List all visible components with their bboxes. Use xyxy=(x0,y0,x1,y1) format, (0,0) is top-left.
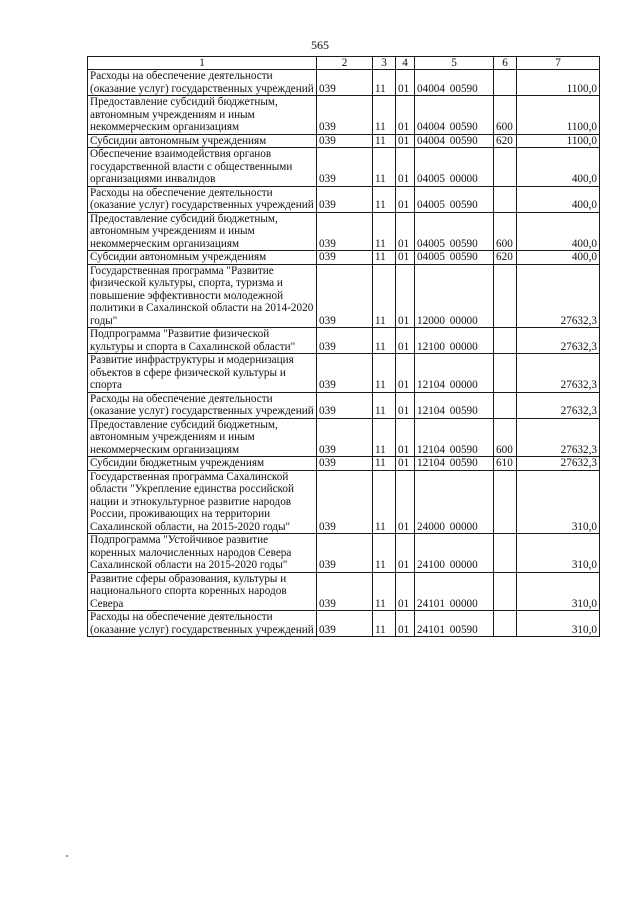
table-row xyxy=(88,212,600,251)
row-c5-cell: 12104 00590 xyxy=(415,457,494,471)
row-c4-cell: 01 xyxy=(396,392,415,418)
row-c2-cell: 039 xyxy=(317,186,373,212)
row-c4-cell: 01 xyxy=(396,328,415,354)
row-c3-cell: 11 xyxy=(373,392,396,418)
table-row xyxy=(88,264,600,328)
row-c3-cell: 11 xyxy=(373,96,396,135)
table-row xyxy=(88,328,600,354)
row-name-cell: Обеспечение взаимодействия органов государственной власти с общественными организациями инвалидов xyxy=(88,148,317,187)
row-c4-cell: 01 xyxy=(396,134,415,148)
row-c4-cell: 01 xyxy=(396,212,415,251)
row-name-cell: Расходы на обеспечение деятельности (оказание услуг) государственных учреждений xyxy=(88,186,317,212)
table-row xyxy=(88,392,600,418)
row-c6-cell xyxy=(494,572,517,611)
row-c3-cell: 11 xyxy=(373,457,396,471)
row-c5-cell: 24000 00000 xyxy=(415,470,494,534)
row-c2-cell: 039 xyxy=(317,354,373,393)
row-c6-cell: 620 xyxy=(494,251,517,265)
column-header: 7 xyxy=(517,57,600,70)
row-c5-cell: 12104 00590 xyxy=(415,392,494,418)
row-c3-cell: 11 xyxy=(373,470,396,534)
row-c6-cell xyxy=(494,354,517,393)
row-name-cell: Субсидии автономным учреждениям xyxy=(88,251,317,265)
row-c6-cell xyxy=(494,328,517,354)
row-c7-cell: 27632,3 xyxy=(517,328,600,354)
row-name-cell: Субсидии бюджетным учреждениям xyxy=(88,457,317,471)
row-c7-cell: 310,0 xyxy=(517,470,600,534)
column-header: 2 xyxy=(317,57,373,70)
row-c6-cell xyxy=(494,470,517,534)
row-c2-cell: 039 xyxy=(317,212,373,251)
table-row xyxy=(88,572,600,611)
row-c3-cell: 11 xyxy=(373,251,396,265)
row-c6-cell xyxy=(494,534,517,573)
row-c4-cell: 01 xyxy=(396,572,415,611)
table-row xyxy=(88,186,600,212)
row-c3-cell: 11 xyxy=(373,534,396,573)
row-c7-cell: 310,0 xyxy=(517,534,600,573)
row-name-cell: Развитие инфраструктуры и модернизация объектов в сфере физической культуры и спорта xyxy=(88,354,317,393)
row-c6-cell: 610 xyxy=(494,457,517,471)
row-c5-cell: 04004 00590 xyxy=(415,70,494,96)
column-header: 6 xyxy=(494,57,517,70)
row-c7-cell: 1100,0 xyxy=(517,70,600,96)
row-c5-cell: 12104 00000 xyxy=(415,354,494,393)
row-c7-cell: 27632,3 xyxy=(517,264,600,328)
table-row xyxy=(88,457,600,471)
row-c2-cell: 039 xyxy=(317,148,373,187)
row-c3-cell: 11 xyxy=(373,264,396,328)
row-name-cell: Предоставление субсидий бюджетным, автономным учреждениям и иным некоммерческим организациям xyxy=(88,418,317,457)
row-c2-cell: 039 xyxy=(317,418,373,457)
row-name-cell: Государственная программа Сахалинской области "Укрепление единства российской нации и этнокультурное развитие народов России, проживающих на территории Сахалинской области, на 2015-2020 годы" xyxy=(88,470,317,534)
row-c7-cell: 400,0 xyxy=(517,148,600,187)
row-c3-cell: 11 xyxy=(373,572,396,611)
row-c2-cell: 039 xyxy=(317,470,373,534)
row-c3-cell: 11 xyxy=(373,418,396,457)
row-c7-cell: 27632,3 xyxy=(517,392,600,418)
row-c2-cell: 039 xyxy=(317,251,373,265)
row-c6-cell xyxy=(494,392,517,418)
row-c7-cell: 1100,0 xyxy=(517,96,600,135)
row-c3-cell: 11 xyxy=(373,611,396,637)
row-c3-cell: 11 xyxy=(373,70,396,96)
row-c5-cell: 04005 00590 xyxy=(415,186,494,212)
row-name-cell: Предоставление субсидий бюджетным, автономным учреждениям и иным некоммерческим организациям xyxy=(88,96,317,135)
row-c5-cell: 04005 00590 xyxy=(415,212,494,251)
row-c6-cell: 620 xyxy=(494,134,517,148)
row-c4-cell: 01 xyxy=(396,264,415,328)
row-c6-cell xyxy=(494,264,517,328)
row-c2-cell: 039 xyxy=(317,70,373,96)
table-row xyxy=(88,134,600,148)
row-c6-cell xyxy=(494,70,517,96)
page-number: 565 xyxy=(311,38,329,52)
table-row xyxy=(88,148,600,187)
budget-table xyxy=(87,56,600,637)
row-c7-cell: 27632,3 xyxy=(517,457,600,471)
table-row xyxy=(88,70,600,96)
row-c2-cell: 039 xyxy=(317,96,373,135)
row-c2-cell: 039 xyxy=(317,572,373,611)
row-c4-cell: 01 xyxy=(396,611,415,637)
row-name-cell: Подпрограмма "Устойчивое развитие коренных малочисленных народов Севера Сахалинской области на 2015-2020 годы" xyxy=(88,534,317,573)
row-c6-cell xyxy=(494,148,517,187)
row-c2-cell: 039 xyxy=(317,534,373,573)
column-header: 1 xyxy=(88,57,317,70)
table-row xyxy=(88,611,600,637)
table-row xyxy=(88,470,600,534)
row-c6-cell: 600 xyxy=(494,212,517,251)
table-row xyxy=(88,354,600,393)
row-c3-cell: 11 xyxy=(373,186,396,212)
row-c3-cell: 11 xyxy=(373,328,396,354)
row-name-cell: Государственная программа "Развитие физической культуры, спорта, туризма и повышение эффективности молодежной политики в Сахалинской области на 2014-2020 годы" xyxy=(88,264,317,328)
row-c7-cell: 310,0 xyxy=(517,611,600,637)
row-c5-cell: 12100 00000 xyxy=(415,328,494,354)
row-c4-cell: 01 xyxy=(396,251,415,265)
row-c5-cell: 04005 00590 xyxy=(415,251,494,265)
table-row xyxy=(88,418,600,457)
row-c3-cell: 11 xyxy=(373,148,396,187)
row-c7-cell: 27632,3 xyxy=(517,354,600,393)
row-c5-cell: 24100 00000 xyxy=(415,534,494,573)
row-c7-cell: 400,0 xyxy=(517,251,600,265)
column-header: 4 xyxy=(396,57,415,70)
scan-speck xyxy=(66,855,68,857)
row-c4-cell: 01 xyxy=(396,148,415,187)
row-c5-cell: 12000 00000 xyxy=(415,264,494,328)
header-row xyxy=(88,57,600,70)
row-c2-cell: 039 xyxy=(317,392,373,418)
row-c4-cell: 01 xyxy=(396,470,415,534)
row-c6-cell xyxy=(494,611,517,637)
row-c2-cell: 039 xyxy=(317,611,373,637)
row-name-cell: Расходы на обеспечение деятельности (оказание услуг) государственных учреждений xyxy=(88,611,317,637)
row-c4-cell: 01 xyxy=(396,354,415,393)
row-c5-cell: 12104 00590 xyxy=(415,418,494,457)
row-c7-cell: 400,0 xyxy=(517,186,600,212)
row-name-cell: Предоставление субсидий бюджетным, автономным учреждениям и иным некоммерческим организациям xyxy=(88,212,317,251)
row-c6-cell: 600 xyxy=(494,96,517,135)
row-c2-cell: 039 xyxy=(317,264,373,328)
row-c7-cell: 27632,3 xyxy=(517,418,600,457)
row-name-cell: Расходы на обеспечение деятельности (оказание услуг) государственных учреждений xyxy=(88,392,317,418)
column-header: 5 xyxy=(415,57,494,70)
row-c5-cell: 04005 00000 xyxy=(415,148,494,187)
row-c2-cell: 039 xyxy=(317,134,373,148)
row-c5-cell: 24101 00000 xyxy=(415,572,494,611)
row-c2-cell: 039 xyxy=(317,457,373,471)
row-c5-cell: 24101 00590 xyxy=(415,611,494,637)
table-row xyxy=(88,96,600,135)
row-c5-cell: 04004 00590 xyxy=(415,134,494,148)
row-c4-cell: 01 xyxy=(396,418,415,457)
row-c7-cell: 400,0 xyxy=(517,212,600,251)
column-header: 3 xyxy=(373,57,396,70)
row-c7-cell: 310,0 xyxy=(517,572,600,611)
row-c4-cell: 01 xyxy=(396,96,415,135)
row-c7-cell: 1100,0 xyxy=(517,134,600,148)
row-name-cell: Подпрограмма "Развитие физической культуры и спорта в Сахалинской области" xyxy=(88,328,317,354)
row-c3-cell: 11 xyxy=(373,212,396,251)
row-c6-cell: 600 xyxy=(494,418,517,457)
table-row xyxy=(88,251,600,265)
row-c4-cell: 01 xyxy=(396,186,415,212)
row-name-cell: Расходы на обеспечение деятельности (оказание услуг) государственных учреждений xyxy=(88,70,317,96)
row-c4-cell: 01 xyxy=(396,534,415,573)
row-c3-cell: 11 xyxy=(373,134,396,148)
row-c5-cell: 04004 00590 xyxy=(415,96,494,135)
row-name-cell: Развитие сферы образования, культуры и национального спорта коренных народов Севера xyxy=(88,572,317,611)
row-c3-cell: 11 xyxy=(373,354,396,393)
row-c4-cell: 01 xyxy=(396,457,415,471)
row-c6-cell xyxy=(494,186,517,212)
row-c4-cell: 01 xyxy=(396,70,415,96)
row-c2-cell: 039 xyxy=(317,328,373,354)
row-name-cell: Субсидии автономным учреждениям xyxy=(88,134,317,148)
table-row xyxy=(88,534,600,573)
